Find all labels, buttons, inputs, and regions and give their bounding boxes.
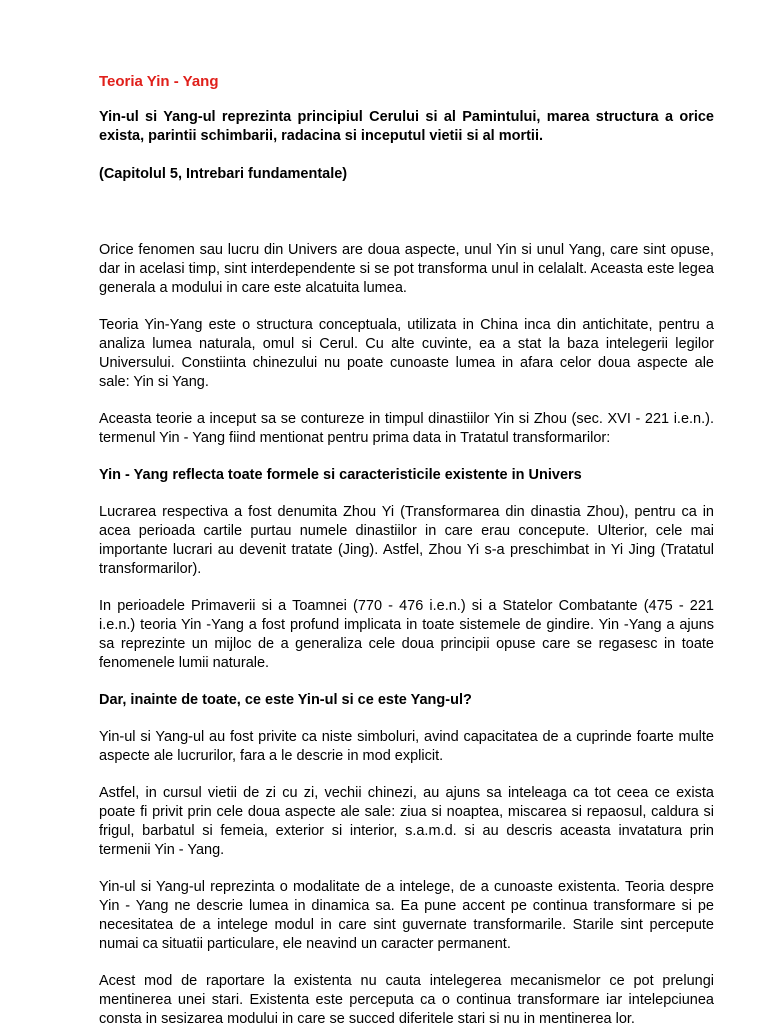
intro-paragraph: Yin-ul si Yang-ul reprezinta principiul Cerului si al Pamintului, marea structura a orice exista, parintii schimbarii, radacina si inceputul vietii si al mortii. [99, 109, 714, 144]
paragraph-7: Astfel, in cursul vietii de zi cu zi, vechii chinezi, au ajuns sa inteleaga ca tot ceea ce exista poate fi privit prin cele doua aspecte ale sale: ziua si noaptea, miscarea si repaosul, caldura si frigul, barbatul si femeia, exterior si interior, s.a.m.d. si au descris aceasta invatatura prin termenii Yin - Yang. [99, 785, 714, 858]
paragraph-5: In perioadele Primaverii si a Toamnei (770 - 476 i.e.n.) si a Statelor Combatante (475 - 221 i.e.n.) teoria Yin -Yang a fost profund implicata in toate sistemele de gindire. Yin -Yang a ajuns sa reprezinte un mijloc de a generaliza cele doua principii opuse care se regasesc in toate fenomenele lumii naturale. [99, 598, 714, 671]
paragraph-4: Lucrarea respectiva a fost denumita Zhou Yi (Transformarea din dinastia Zhou), pentru ca in acea perioada cartile purtau numele dinastiilor in care erau concepute. Ulterior, cele mai importante lucrari au devenit tratate (Jing). Astfel, Zhou Yi s-a preschimbat in Yi Jing (Tratatul transformarilor). [99, 504, 714, 577]
section-heading-2: Dar, inainte de toate, ce este Yin-ul si ce este Yang-ul? [99, 692, 472, 708]
paragraph-2: Teoria Yin-Yang este o structura conceptuala, utilizata in China inca din antichitate, pentru a analiza lumea naturala, omul si Cerul. Cu alte cuvinte, ea a stat la baza intelegerii legilor Universului. Constiinta chinezului nu poate cunoaste lumea in afara celor doua aspecte ale sale: Yin si Yang. [99, 317, 714, 390]
section-heading-1: Yin - Yang reflecta toate formele si caracteristicile existente in Univers [99, 467, 582, 483]
paragraph-9: Acest mod de raportare la existenta nu cauta intelegerea mecanismelor ce pot prelungi mentinerea unei stari. Existenta este perceputa ca o continua transformare iar intelepciunea consta in sesizarea modului in care se succed diferitele stari si nu in mentinerea lor. [99, 973, 714, 1027]
citation: (Capitolul 5, Intrebari fundamentale) [99, 166, 348, 182]
paragraph-8: Yin-ul si Yang-ul reprezinta o modalitate de a intelege, de a cunoaste existenta. Teoria despre Yin - Yang ne descrie lumea in dinamica sa. Ea pune accent pe continua transformare si pe necesitatea de a intelege modul in care sint guvernate transformarile. Starile sint percepute numai ca situatii particulare, ele neavind un caracter permanent. [99, 879, 714, 952]
document-title: Teoria Yin - Yang [99, 73, 219, 90]
paragraph-3: Aceasta teorie a inceput sa se contureze in timpul dinastiilor Yin si Zhou (sec. XVI - 221 i.e.n.). termenul Yin - Yang fiind mentionat pentru prima data in Tratatul transformarilor: [99, 411, 714, 446]
document-page [99, 72, 714, 1029]
paragraph-1: Orice fenomen sau lucru din Univers are doua aspecte, unul Yin si unul Yang, care sint opuse, dar in acelasi timp, sint interdependente si se pot transforma unul in celalalt. Aceasta este legea generala a modului in care este alcatuita lumea. [99, 242, 714, 296]
paragraph-6: Yin-ul si Yang-ul au fost privite ca niste simboluri, avind capacitatea de a cuprinde foarte multe aspecte ale lucrurilor, fara a le descrie in mod explicit. [99, 729, 714, 764]
